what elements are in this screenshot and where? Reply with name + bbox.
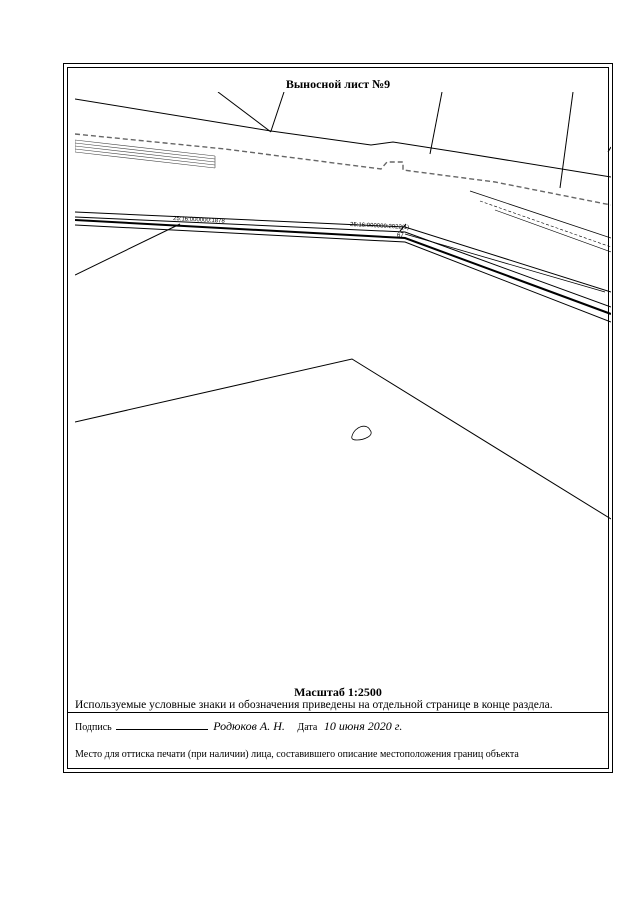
- track-line-1: [470, 191, 611, 238]
- parcel-label-b: 25:16:000000:2022(1): [349, 222, 410, 232]
- parcel-label-a: 25:16:000000:1878: [172, 216, 225, 225]
- boundary-line-vertical-2: [430, 92, 442, 154]
- point-label: 67: [397, 233, 404, 239]
- boundary-line-diagonal: [218, 92, 271, 132]
- boundary-line-vertical-3: [560, 92, 573, 188]
- boundary-line-upper: [75, 99, 611, 177]
- signature-line: [116, 729, 208, 730]
- track-line-2: [480, 201, 611, 247]
- date-label: Дата: [297, 722, 318, 733]
- signature-row: [75, 719, 402, 734]
- stamp-note: Место для оттиска печати (при наличии) лица, составившего описание местоположения границ объекта: [75, 749, 519, 760]
- zone-dashed-line: [75, 134, 611, 205]
- legend-note: Используемые условные знаки и обозначения приведены на отдельной странице в конце раздела.: [75, 699, 553, 711]
- small-contour: [352, 426, 371, 440]
- parcel-outline: [75, 359, 611, 519]
- map-scale: Масштаб 1:2500: [294, 685, 382, 699]
- footer-divider: [68, 712, 608, 713]
- road-line-5: [405, 234, 605, 292]
- sheet-inner-frame: [67, 67, 609, 769]
- boundary-line-vertical-4: [608, 147, 611, 152]
- sheet-title: Выносной лист №9: [285, 77, 391, 91]
- signature-date: 10 июня 2020 г.: [323, 719, 403, 733]
- cadastral-map: [75, 92, 611, 709]
- track-line-3: [495, 210, 611, 252]
- hatched-strip: [75, 140, 215, 168]
- road-line-4: [75, 225, 611, 322]
- signer-name: Родюков А. Н.: [213, 719, 285, 733]
- parcel-side-line: [75, 224, 180, 275]
- boundary-line-vertical-1: [271, 92, 284, 131]
- road-line-2: [75, 217, 611, 307]
- plan-sheet: [63, 63, 613, 773]
- signature-label: Подпись: [75, 722, 112, 733]
